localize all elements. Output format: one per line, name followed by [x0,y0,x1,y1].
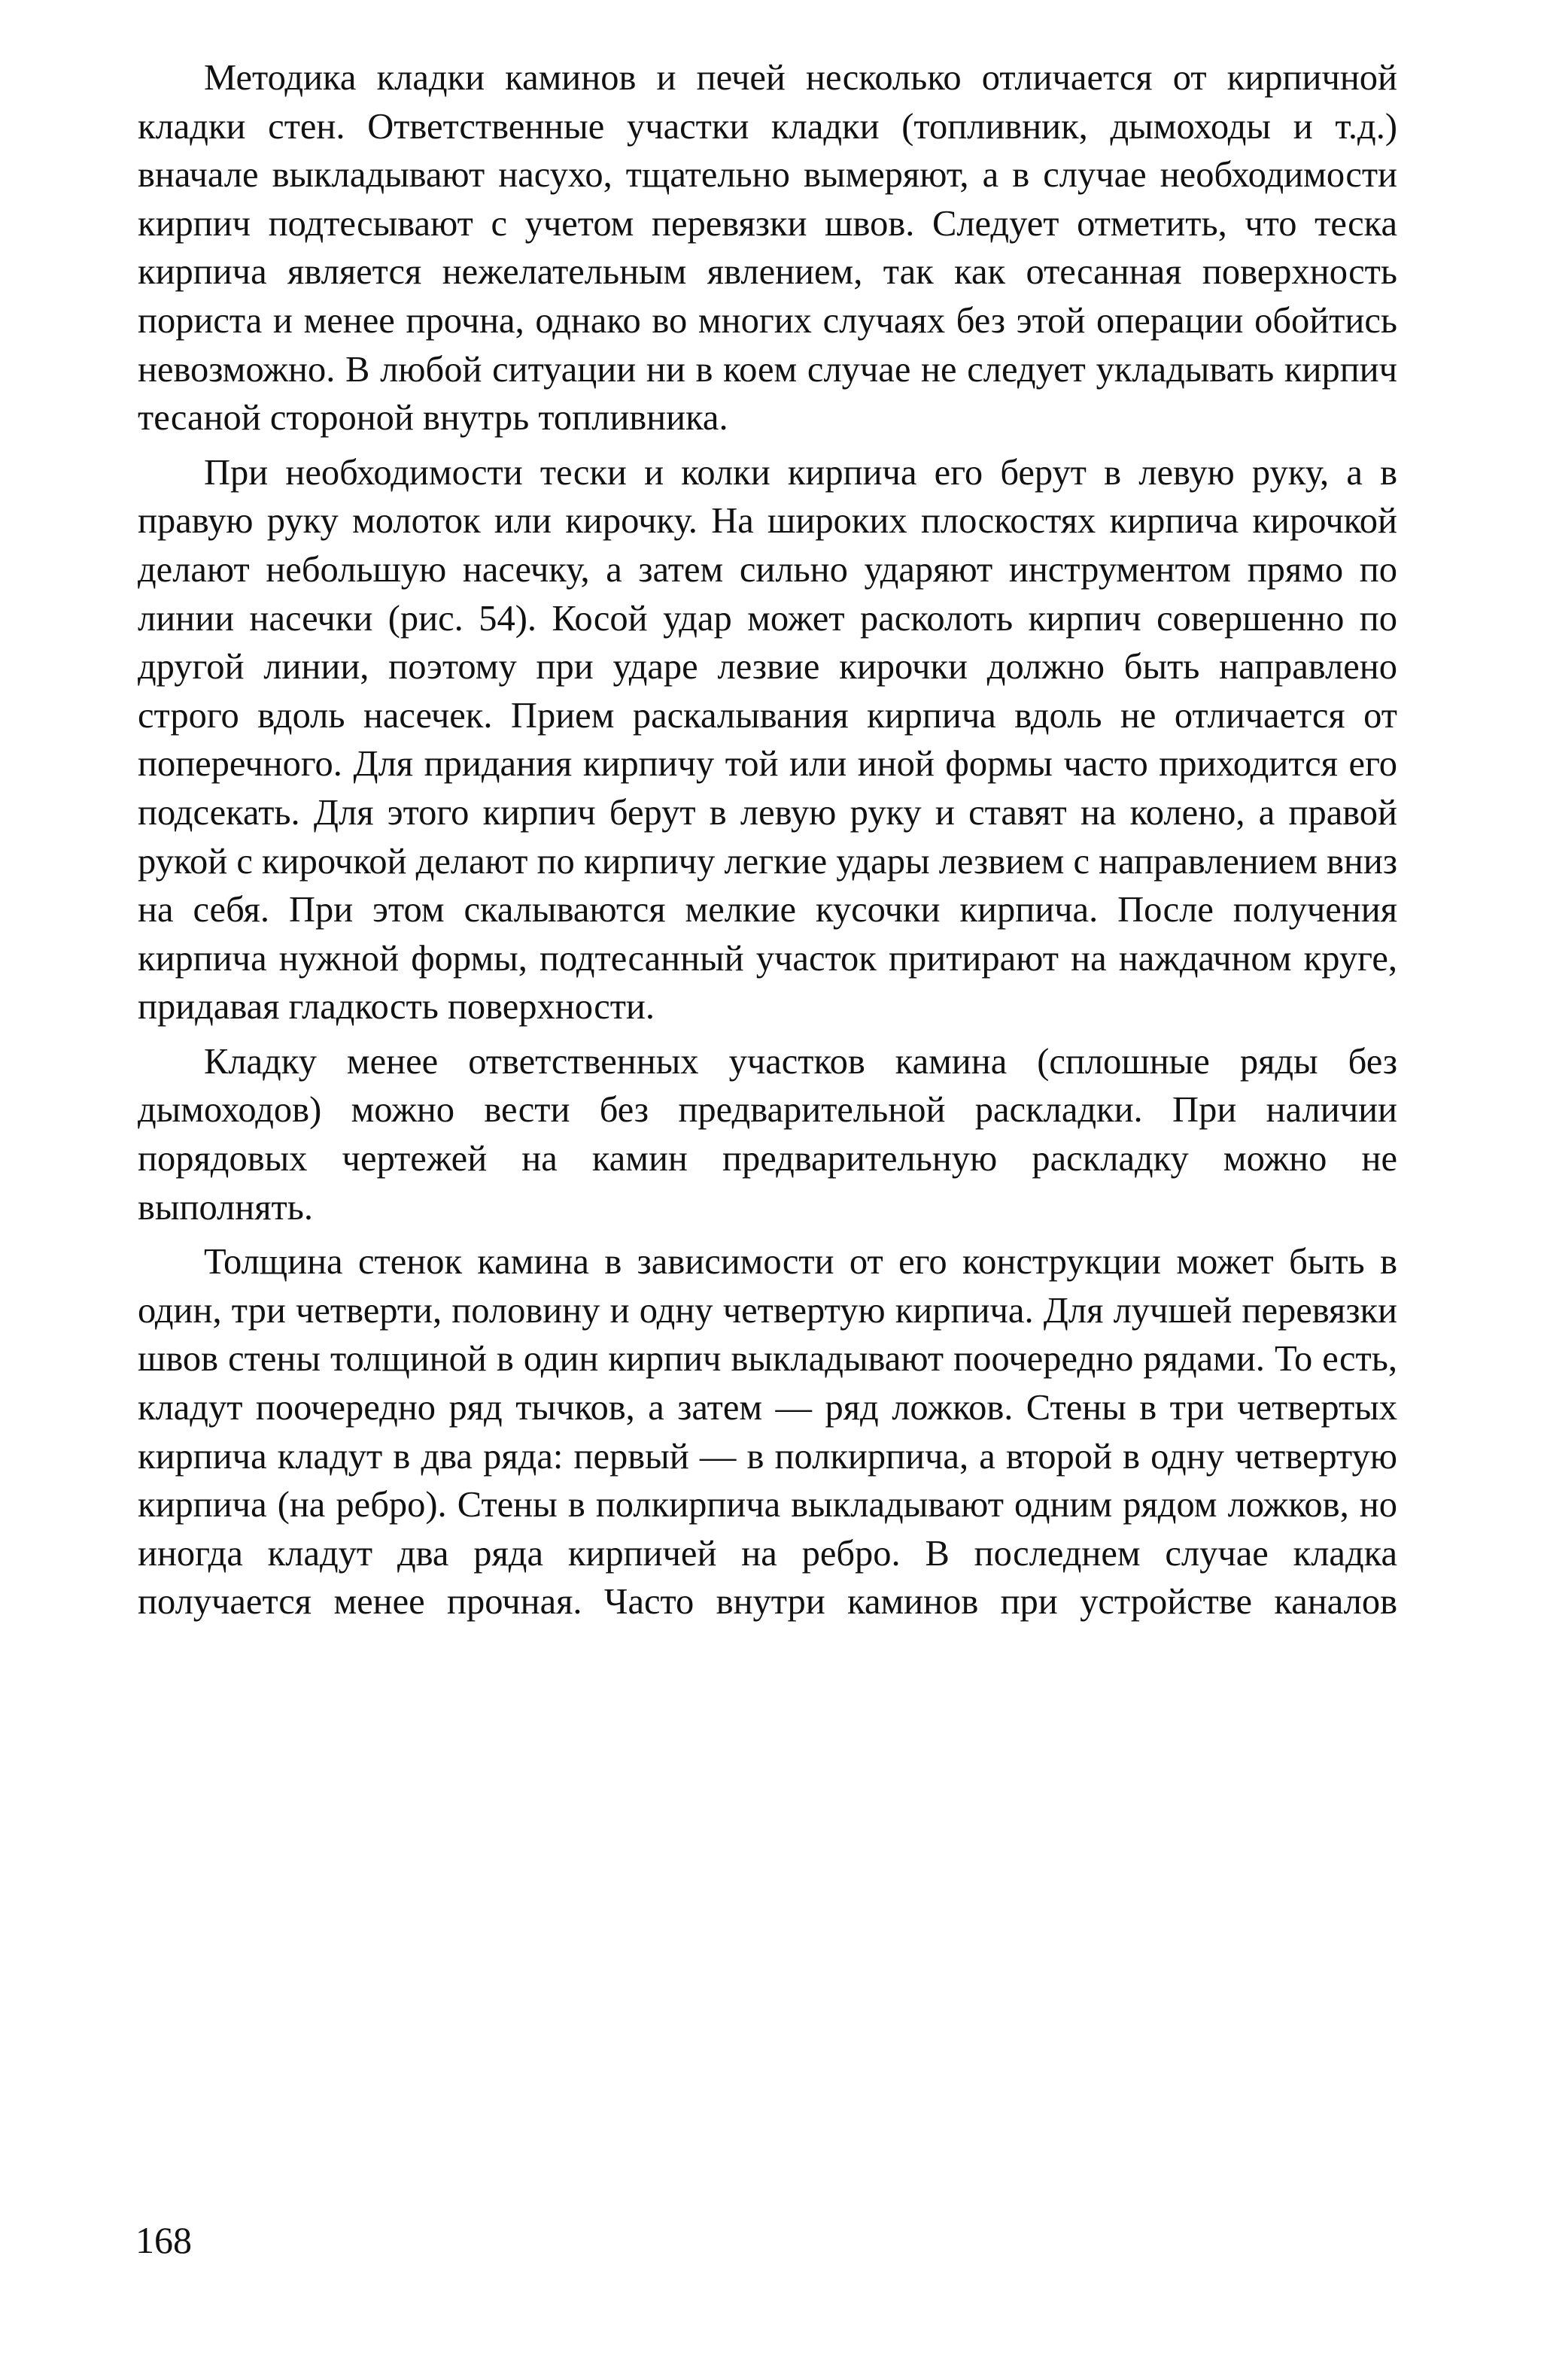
paragraph-2: При необходимости тески и колки кирпича его берут в левую руку, а в правую руку молоток или кирочку. На широких плоскостях кирпича кирочкой делают небольшую насечку, а затем сильно ударяют инструментом прямо по линии насечки (рис. 54). Косой удар может расколоть кирпич совершенно по другой линии, поэтому при ударе лезвие кирочки должно быть направлено строго вдоль насечек. Прием раскалывания кирпича вдоль не отличается от поперечного. Для придания кирпичу той или иной формы часто приходится его подсекать. Для этого кирпич берут в левую руку и ставят на колено, а правой рукой с кирочкой делают по кирпичу легкие удары лезвием с направлением вниз на себя. При этом скалываются мелкие кусочки кирпича. После получения кирпича нужной формы, подтесанный участок притирают на наждачном круге, придавая гладкость поверхности. [138,452,1397,1028]
body-text [138,54,1397,1633]
paragraph-1: Методика кладки каминов и печей несколько отличается от кирпичной кладки стен. Ответственные участки кладки (топливник, дымоходы и т.д.) вначале выкладывают насухо, тщательно вымеряют, а в случае необходимости кирпич подтесывают с учетом перевязки швов. Следует отметить, что теска кирпича является нежелательным явлением, так как отесанная поверхность пориста и менее прочна, однако во многих случаях без этой операции обойтись невозможно. В любой ситуации ни в коем случае не следует укладывать кирпич тесаной стороной внутрь топливника. [138,58,1397,439]
paragraph-3: Кладку менее ответственных участков камина (сплошные ряды без дымоходов) можно вести без предварительной раскладки. При наличии порядовых чертежей на камин предварительную раскладку можно не выполнять. [138,1041,1397,1228]
page-number: 168 [135,2219,192,2261]
paragraph-4: Толщина стенок камина в зависимости от его конструкции может быть в один, три четверти, половину и одну четвертую кирпича. Для лучшей перевязки швов стены толщиной в один кирпич выкладывают поочередно рядами. То есть, кладут поочередно ряд тычков, а затем — ряд ложков. Стены в три четвертых кирпича кладут в два ряда: первый — в полкирпича, а второй в одну четвертую кирпича (на ребро). Стены в полкирпича выкладывают одним рядом ложков, но иногда кладут два ряда кирпичей на ребро. В последнем случае кладка получается менее прочная. Часто внутри каминов при устройстве каналов [138,1242,1397,1623]
